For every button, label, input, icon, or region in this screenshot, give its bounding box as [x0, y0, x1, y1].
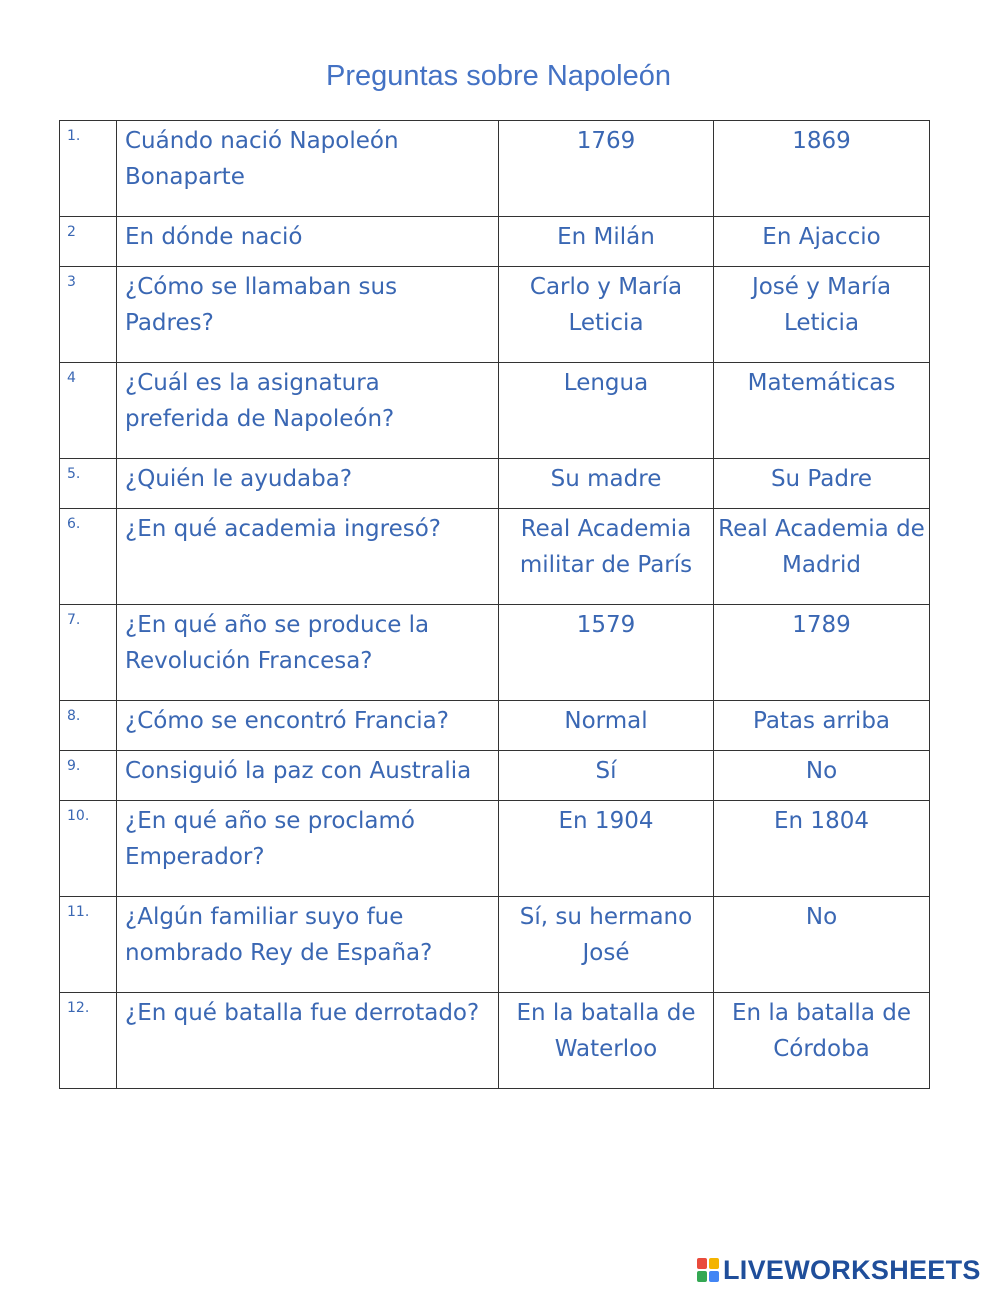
answer-option-b: Matemáticas: [714, 363, 930, 459]
table-row: [60, 217, 930, 267]
question-text: ¿En qué academia ingresó?: [117, 509, 499, 605]
question-number: 1.: [60, 121, 117, 217]
question-text: ¿En qué año se produce la Revolución Francesa?: [117, 605, 499, 701]
answer-option-a: Sí, su hermano José: [499, 897, 714, 993]
question-number: 4: [60, 363, 117, 459]
question-text: ¿Cómo se llamaban sus Padres?: [117, 267, 499, 363]
table-row: [60, 993, 930, 1089]
answer-option-b: Real Academia de Madrid: [714, 509, 930, 605]
question-number: 5.: [60, 459, 117, 509]
answer-option-a: Normal: [499, 701, 714, 751]
table-row: [60, 701, 930, 751]
questions-table: [59, 120, 930, 1089]
question-number: 9.: [60, 751, 117, 801]
answer-option-b: 1789: [714, 605, 930, 701]
answer-option-a: Carlo y María Leticia: [499, 267, 714, 363]
page-title: Preguntas sobre Napoleón: [325, 60, 671, 92]
question-number: 2: [60, 217, 117, 267]
answer-option-b: Su Padre: [714, 459, 930, 509]
answer-option-a: En 1904: [499, 801, 714, 897]
table-row: [60, 363, 930, 459]
logo-square-red: [697, 1258, 707, 1269]
question-text: ¿Cuál es la asignatura preferida de Napoleón?: [117, 363, 499, 459]
question-number: 11.: [60, 897, 117, 993]
logo-square-green: [697, 1271, 707, 1282]
table-row: [60, 121, 930, 217]
question-text: Cuándo nació Napoleón Bonaparte: [117, 121, 499, 217]
table-row: [60, 267, 930, 363]
table-row: [60, 509, 930, 605]
liveworksheets-logo-icon: [697, 1258, 719, 1282]
answer-option-b: En Ajaccio: [714, 217, 930, 267]
answer-option-b: No: [714, 897, 930, 993]
answer-option-a: Real Academia militar de París: [499, 509, 714, 605]
answer-option-a: 1769: [499, 121, 714, 217]
answer-option-a: Sí: [499, 751, 714, 801]
answer-option-a: Su madre: [499, 459, 714, 509]
question-number: 6.: [60, 509, 117, 605]
question-number: 10.: [60, 801, 117, 897]
question-text: Consiguió la paz con Australia: [117, 751, 499, 801]
logo-square-yellow: [709, 1258, 719, 1269]
answer-option-b: No: [714, 751, 930, 801]
brand-name: LIVEWORKSHEETS: [723, 1254, 981, 1285]
table-row: [60, 605, 930, 701]
answer-option-b: En la batalla de Córdoba: [714, 993, 930, 1089]
question-text: ¿Quién le ayudaba?: [117, 459, 499, 509]
question-number: 8.: [60, 701, 117, 751]
question-text: ¿En qué batalla fue derrotado?: [117, 993, 499, 1089]
answer-option-b: En 1804: [714, 801, 930, 897]
answer-option-a: 1579: [499, 605, 714, 701]
table-row: [60, 897, 930, 993]
answer-option-a: En Milán: [499, 217, 714, 267]
question-number: 3: [60, 267, 117, 363]
table-row: [60, 801, 930, 897]
question-number: 7.: [60, 605, 117, 701]
logo-square-blue: [709, 1271, 719, 1282]
table-row: [60, 751, 930, 801]
question-text: ¿Algún familiar suyo fue nombrado Rey de España?: [117, 897, 499, 993]
answer-option-a: En la batalla de Waterloo: [499, 993, 714, 1089]
question-number: 12.: [60, 993, 117, 1089]
question-text: ¿En qué año se proclamó Emperador?: [117, 801, 499, 897]
answer-option-b: 1869: [714, 121, 930, 217]
question-text: ¿Cómo se encontró Francia?: [117, 701, 499, 751]
question-text: En dónde nació: [117, 217, 499, 267]
answer-option-b: José y María Leticia: [714, 267, 930, 363]
table-row: [60, 459, 930, 509]
answer-option-a: Lengua: [499, 363, 714, 459]
liveworksheets-brand[interactable]: [697, 1255, 981, 1285]
answer-option-b: Patas arriba: [714, 701, 930, 751]
